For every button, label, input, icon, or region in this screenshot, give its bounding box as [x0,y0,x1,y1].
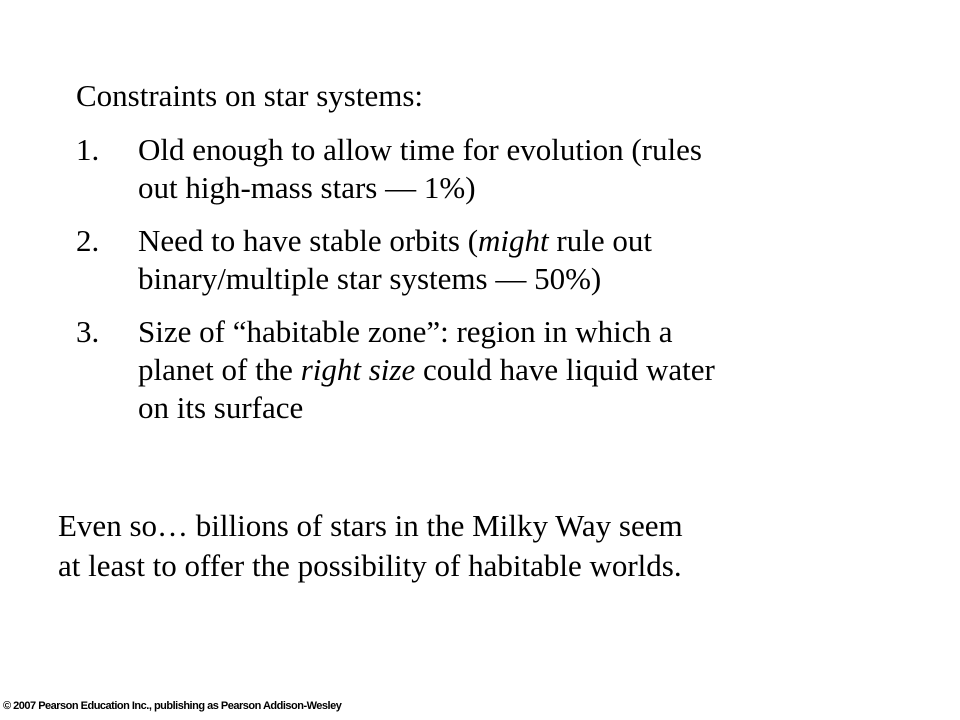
summary-text [58,506,683,586]
summary-line: at least to offer the possibility of habitable worlds. [58,548,682,583]
list-item [76,313,896,427]
item-text [138,222,896,298]
list-item [76,131,896,207]
emphasis-text: right size [300,352,416,387]
item-line-part: planet of the [138,352,301,387]
item-line: Size of “habitable zone”: region in which a [138,314,673,349]
copyright-notice: © 2007 Pearson Education Inc., publishing as Pearson Addison-Wesley [3,700,342,712]
item-number: 3. [76,314,100,349]
item-line-part: Need to have stable orbits ( [138,223,479,258]
item-line: binary/multiple star systems — 50%) [138,261,602,296]
item-line-part: rule out [548,223,652,258]
item-text [138,131,896,207]
slide-heading: Constraints on star systems: [76,78,424,113]
item-line: Old enough to allow time for evolution (rules [138,132,702,167]
item-line-part: could have liquid water [415,352,715,387]
constraints-list [76,131,896,442]
item-text [138,313,896,427]
summary-line: Even so… billions of stars in the Milky Way seem [58,508,683,543]
emphasis-text: might [478,223,549,258]
item-number: 1. [76,132,100,167]
item-number: 2. [76,223,100,258]
item-line: on its surface [138,390,304,425]
list-item [76,222,896,298]
item-line: out high-mass stars — 1%) [138,170,476,205]
